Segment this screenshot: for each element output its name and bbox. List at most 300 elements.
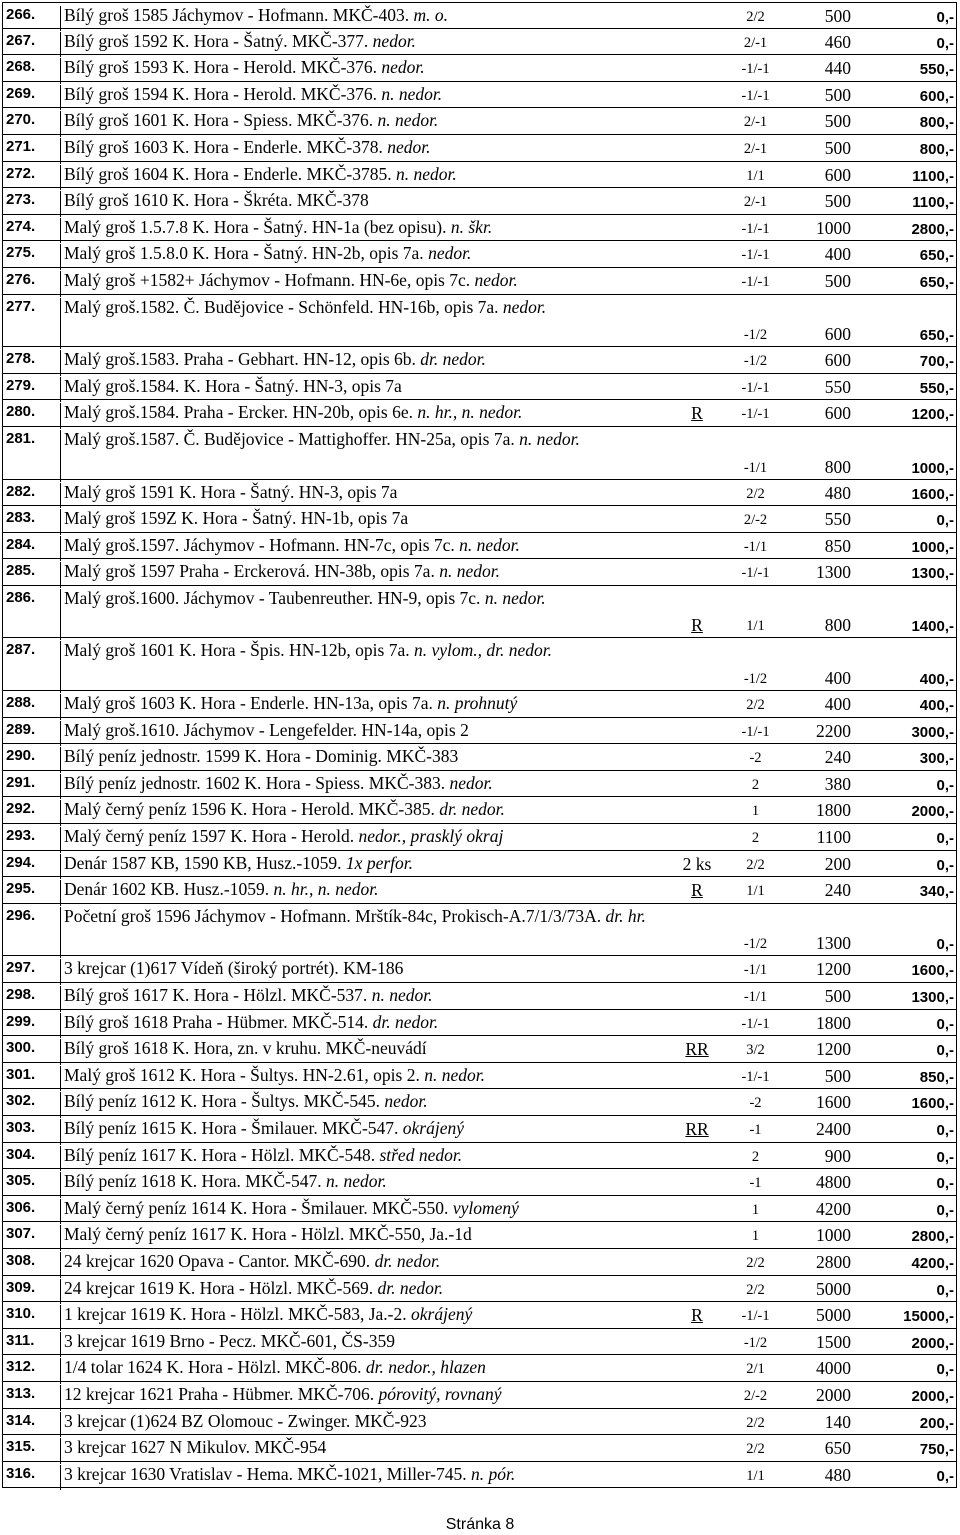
lot-rarity: R	[691, 615, 703, 636]
lot-final-price: 1600,-	[911, 485, 954, 503]
lot-starting-price: 1800	[816, 1012, 851, 1033]
lot-number: 297.	[3, 959, 61, 985]
lot-number: 273.	[3, 191, 61, 217]
lot-final-price: 1300,-	[911, 989, 954, 1006]
lot-starting-price: 2200	[816, 720, 851, 741]
lot-grade: -1/1	[743, 989, 768, 1005]
lot-row	[2, 82, 957, 109]
lot-final-price: 300,-	[919, 750, 954, 768]
lot-description-text: Bílý peníz 1617 K. Hora - Hölzl. MKČ-548.	[64, 1144, 376, 1165]
lot-row	[2, 55, 957, 82]
lot-description	[61, 745, 676, 767]
lot-grade: 1	[751, 1201, 760, 1218]
lot-grade: -1/2	[743, 1334, 768, 1351]
lot-grade: 1/1	[746, 167, 765, 184]
lot-row	[2, 877, 957, 904]
lot-description	[61, 269, 676, 291]
lot-description	[61, 296, 676, 318]
lot-grade: 2/2	[746, 1254, 765, 1271]
lot-number: 275.	[3, 244, 61, 270]
lot-description-text: Malý černý peníz 1614 K. Hora - Šmilauer. MKČ-550.	[64, 1197, 449, 1218]
lot-description-text: Bílý groš 1592 K. Hora - Šatný. MKČ-377.	[64, 30, 369, 51]
lot-description-text: Malý groš.1584. K. Hora - Šatný. HN-3, opis 7a	[64, 375, 402, 396]
lot-final-price: 2800,-	[911, 1228, 954, 1246]
lot-number: 288.	[3, 694, 61, 720]
lot-description-text: Malý groš +1582+ Jáchymov - Hofmann. HN-6e, opis 7c.	[64, 269, 471, 290]
lot-description	[61, 216, 676, 238]
lot-description	[61, 428, 676, 450]
lot-description	[61, 878, 676, 900]
lot-description	[61, 375, 676, 397]
lot-number: 287.	[3, 641, 61, 693]
lot-description	[61, 1250, 676, 1272]
lot-description-text: Bílý peníz 1618 K. Hora. MKČ-547.	[64, 1171, 322, 1192]
lot-row	[2, 1355, 957, 1382]
lot-grade: -1/2	[743, 327, 768, 344]
lot-description-text: 24 krejcar 1620 Opava - Cantor. MKČ-690.	[64, 1250, 371, 1271]
lot-starting-price: 600	[824, 324, 851, 345]
lot-starting-price: 5000	[816, 1278, 851, 1299]
lot-grade: 1/1	[746, 1467, 765, 1484]
lot-final-price: 4200,-	[911, 1254, 954, 1272]
lot-row	[2, 1089, 957, 1116]
lot-grade: -1/-1	[741, 61, 770, 78]
lot-final-price: 650,-	[919, 327, 954, 345]
lot-starting-price: 1100	[816, 827, 851, 848]
lot-starting-price: 500	[824, 111, 851, 132]
lot-starting-price: 4000	[816, 1358, 851, 1379]
lot-description	[61, 481, 676, 503]
lot-starting-price: 600	[824, 350, 851, 371]
lot-grade: -1/-1	[741, 247, 770, 264]
lot-starting-price: 240	[824, 747, 851, 768]
lot-number: 284.	[3, 536, 61, 562]
lot-condition-note: nedor.	[372, 30, 416, 51]
lot-grade: -1/2	[743, 353, 768, 370]
lot-starting-price: 500	[824, 84, 851, 105]
lot-number: 266.	[3, 6, 61, 31]
lot-final-price: 0,-	[936, 1015, 954, 1033]
lot-number: 276.	[3, 271, 61, 297]
lot-row	[2, 188, 957, 215]
lot-row	[2, 1329, 957, 1356]
lot-row	[2, 1196, 957, 1223]
lot-number: 282.	[3, 483, 61, 509]
lot-condition-note: dr. nedor.	[374, 1250, 441, 1271]
lot-final-price: 400,-	[919, 671, 954, 689]
lot-number: 286.	[3, 589, 61, 641]
lot-row	[2, 1010, 957, 1037]
lot-condition-note: nedor.	[384, 1091, 428, 1112]
lot-final-price: 650,-	[919, 247, 954, 265]
lot-description-text: Malý groš 1.5.7.8 K. Hora - Šatný. HN-1a (bez opisu).	[64, 216, 447, 237]
lot-grade: 2/2	[746, 1281, 765, 1298]
lot-condition-note: n. nedor.	[459, 534, 520, 555]
lot-number: 316.	[3, 1465, 61, 1491]
lot-number: 295.	[3, 880, 61, 906]
lot-grade: -1	[749, 1175, 762, 1192]
lot-number: 301.	[3, 1066, 61, 1092]
lot-number: 310.	[3, 1305, 61, 1331]
lot-number: 293.	[3, 827, 61, 853]
lot-final-price: 0,-	[936, 1175, 954, 1193]
lot-row	[2, 533, 957, 560]
lot-description-text: 1 krejcar 1619 K. Hora - Hölzl. MKČ-583, Ja.-2.	[64, 1304, 407, 1325]
lot-condition-note: n. nedor.	[371, 985, 433, 1005]
lot-starting-price: 1600	[816, 1092, 851, 1113]
lot-description	[61, 560, 676, 582]
lot-final-price: 0,-	[936, 1201, 954, 1219]
lot-starting-price: 380	[824, 773, 851, 794]
lot-description	[61, 1117, 676, 1139]
lot-grade: -1/-1	[741, 220, 770, 237]
lot-number: 314.	[3, 1412, 61, 1438]
lot-number: 294.	[3, 854, 61, 880]
lot-number: 272.	[3, 165, 61, 191]
lot-description	[61, 401, 676, 423]
lot-grade: 2/-2	[743, 1387, 768, 1404]
lot-condition-note: n. škr.	[450, 216, 493, 237]
lot-row	[2, 162, 957, 189]
lot-description-text: Bílý groš 1585 Jáchymov - Hofmann. MKČ-403.	[64, 5, 410, 25]
lot-row	[2, 374, 957, 401]
lot-starting-price: 5000	[816, 1305, 851, 1326]
lot-row	[2, 771, 957, 798]
lot-row	[2, 506, 957, 533]
lot-grade: 2	[751, 1148, 760, 1165]
lot-description	[61, 587, 676, 609]
lot-grade: 2/-1	[743, 140, 768, 157]
lot-grade: -1/-1	[741, 406, 770, 423]
lot-description-text: Bílý peníz 1612 K. Hora - Šultys. MKČ-545.	[64, 1091, 380, 1112]
lot-row	[2, 904, 957, 957]
lot-row	[2, 586, 957, 639]
lot-description	[61, 905, 676, 927]
lot-description	[61, 772, 676, 794]
lot-number: 311.	[3, 1332, 61, 1358]
lot-final-price: 0,-	[936, 1467, 954, 1485]
lot-description-text: Malý groš.1584. Praha - Ercker. HN-20b, opis 6e.	[64, 402, 413, 423]
lot-starting-price: 500	[824, 270, 851, 291]
lot-description	[61, 1383, 676, 1405]
lot-row	[2, 1063, 957, 1090]
lot-description	[61, 348, 676, 370]
lot-grade: 2/-1	[743, 34, 768, 51]
lot-starting-price: 480	[824, 1464, 851, 1485]
lot-condition-note: pórovitý, rovnaný	[378, 1383, 502, 1404]
lot-row	[2, 718, 957, 745]
lot-description	[61, 189, 676, 211]
lot-description	[61, 1197, 676, 1219]
lot-description-text: 3 krejcar 1619 Brno - Pecz. MKČ-601, ČS-359	[64, 1330, 395, 1351]
lot-row	[2, 1169, 957, 1196]
lot-starting-price: 600	[824, 403, 851, 424]
lot-grade: 2/-1	[743, 194, 768, 211]
lot-condition-note: nedor., prasklý okraj	[358, 826, 504, 847]
lot-starting-price: 2000	[816, 1384, 851, 1405]
lot-final-price: 0,-	[936, 830, 954, 848]
lot-description	[61, 1356, 676, 1378]
lot-condition-note: n. nedor.	[377, 110, 439, 131]
lot-final-price: 650,-	[919, 273, 954, 291]
lot-description	[61, 136, 676, 158]
lot-starting-price: 500	[824, 191, 851, 212]
lot-condition-note: n. nedor.	[439, 561, 500, 582]
lot-grade: -1/1	[743, 962, 768, 979]
lot-grade: -1	[749, 1121, 762, 1138]
lot-final-price: 600,-	[919, 87, 954, 105]
lot-condition-note: n. hr., n. nedor.	[273, 879, 379, 900]
lot-description	[61, 56, 676, 78]
lot-final-price: 2000,-	[911, 803, 954, 821]
lot-final-price: 200,-	[919, 1414, 954, 1432]
lot-grade: 1/1	[746, 618, 765, 635]
lot-row	[2, 1435, 957, 1462]
lot-final-price: 550,-	[919, 61, 954, 79]
lot-description	[61, 242, 676, 264]
lot-starting-price: 240	[824, 880, 851, 901]
lot-final-price: 0,-	[936, 1121, 954, 1139]
lot-final-price: 1200,-	[911, 406, 954, 424]
lot-condition-note: dr. nedor.	[372, 1011, 439, 1032]
lot-final-price: 2000,-	[911, 1334, 954, 1352]
lot-description-text: Bílý groš 1618 K. Hora, zn. v kruhu. MKČ-neuvádí	[64, 1038, 427, 1059]
lot-row	[2, 480, 957, 507]
lot-description-text: Denár 1587 KB, 1590 KB, Husz.-1059.	[64, 852, 342, 873]
lot-starting-price: 800	[824, 456, 851, 477]
lot-row	[2, 108, 957, 135]
lot-description	[61, 507, 676, 529]
lot-condition-note: n. pór.	[471, 1463, 516, 1484]
lot-final-price: 0,-	[936, 856, 954, 874]
lot-description	[61, 639, 676, 661]
lot-number: 296.	[3, 907, 61, 959]
lot-starting-price: 1500	[816, 1331, 851, 1352]
lot-grade: 2/-1	[743, 114, 768, 131]
lot-description	[61, 984, 676, 1006]
lot-starting-price: 440	[824, 58, 851, 79]
lot-final-price: 1000,-	[911, 538, 954, 556]
lot-condition-note: vylomený	[452, 1197, 519, 1218]
lot-starting-price: 850	[824, 535, 851, 556]
lot-description-text: Malý groš.1597. Jáchymov - Hofmann. HN-7c, opis 7c.	[64, 534, 455, 555]
lot-number: 283.	[3, 509, 61, 535]
lot-condition-note: n. vylom., dr. nedor.	[413, 640, 553, 661]
lot-description-text: Malý groš.1610. Jáchymov - Lengefelder. HN-14a, opis 2	[64, 719, 469, 740]
lot-grade: -1/-1	[741, 87, 770, 104]
lot-starting-price: 2400	[816, 1118, 851, 1139]
lot-final-price: 0,-	[936, 1361, 954, 1379]
lot-number: 281.	[3, 430, 61, 482]
lot-final-price: 0,-	[936, 512, 954, 530]
lot-condition-note: 1x perfor.	[345, 852, 413, 873]
lot-final-price: 800,-	[919, 140, 954, 158]
lot-final-price: 15000,-	[903, 1308, 954, 1326]
lot-row	[2, 1302, 957, 1329]
lot-number: 271.	[3, 138, 61, 164]
lot-number: 313.	[3, 1385, 61, 1411]
lot-description-text: 1/4 tolar 1624 K. Hora - Hölzl. MKČ-806.	[64, 1357, 362, 1378]
lot-number: 279.	[3, 377, 61, 403]
lot-final-price: 0,-	[936, 936, 954, 954]
lot-starting-price: 400	[824, 668, 851, 689]
lot-condition-note: dr. nedor.	[439, 799, 505, 820]
lot-grade: 2/-2	[743, 512, 768, 529]
lot-rarity: R	[691, 1305, 703, 1326]
lot-final-price: 0,-	[936, 1281, 954, 1299]
lot-description	[61, 1144, 676, 1166]
lot-condition-note: n. nedor.	[395, 163, 457, 184]
lot-table	[2, 2, 957, 1488]
lot-row	[2, 29, 957, 56]
lot-description	[61, 1303, 676, 1325]
lot-row	[2, 1249, 957, 1276]
lot-number: 269.	[3, 85, 61, 111]
lot-condition-note: n. nedor.	[381, 83, 443, 104]
lot-description-text: Početní groš 1596 Jáchymov - Hofmann. Mrštík-84c, Prokisch-A.7/1/3/73A.	[64, 905, 602, 926]
lot-final-price: 1100,-	[912, 167, 954, 185]
lot-condition-note: n. nedor.	[326, 1171, 387, 1192]
lot-starting-price: 500	[824, 6, 851, 26]
lot-grade: -1/-1	[741, 1015, 770, 1032]
lot-description-text: 3 krejcar 1627 N Mikulov. MKČ-954	[64, 1437, 327, 1458]
lot-final-price: 0,-	[936, 776, 954, 794]
lot-description-text: Denár 1602 KB. Husz.-1059.	[64, 879, 270, 900]
lot-row	[2, 241, 957, 268]
lot-final-price: 700,-	[919, 353, 954, 371]
lot-description	[61, 1170, 676, 1192]
lot-description-text: Malý groš 1612 K. Hora - Šultys. HN-2.61, opis 2.	[64, 1064, 420, 1085]
lot-starting-price: 1200	[816, 959, 851, 980]
lot-number: 308.	[3, 1252, 61, 1278]
lot-row	[2, 1462, 957, 1489]
lot-number: 302.	[3, 1092, 61, 1118]
lot-number: 306.	[3, 1199, 61, 1225]
lot-starting-price: 1000	[816, 217, 851, 238]
lot-grade: 1/1	[746, 883, 765, 900]
lot-description-text: Bílý groš 1593 K. Hora - Herold. MKČ-376.	[64, 57, 378, 78]
lot-description-text: Malý černý peníz 1597 K. Hora - Herold.	[64, 826, 355, 847]
lot-final-price: 2800,-	[911, 220, 954, 238]
lot-condition-note: m. o.	[413, 5, 449, 25]
lot-row	[2, 295, 957, 348]
lot-row	[2, 400, 957, 427]
lot-grade: -1/-1	[741, 273, 770, 290]
lot-description-text: Bílý peníz jednostr. 1602 K. Hora - Spiess. MKČ-383.	[64, 772, 446, 793]
lot-condition-note: nedor.	[381, 57, 425, 78]
lot-condition-note: nedor.	[428, 243, 472, 264]
lot-final-price: 0,-	[936, 1148, 954, 1166]
lot-grade: -1/-1	[741, 565, 770, 582]
lot-row	[2, 797, 957, 824]
lot-grade: 3/2	[746, 1042, 765, 1059]
lot-description-text: Malý groš 1603 K. Hora - Enderle. HN-13a, opis 7a.	[64, 693, 433, 714]
lot-description	[61, 1064, 676, 1086]
lot-description	[61, 957, 676, 979]
lot-description-text: Malý groš 1597 Praha - Erckerová. HN-38b, opis 7a.	[64, 561, 435, 582]
lot-grade: -1/1	[743, 459, 768, 476]
lot-condition-note: n. nedor.	[424, 1064, 485, 1085]
lot-number: 303.	[3, 1119, 61, 1145]
lot-grade: -1/1	[743, 538, 768, 555]
lot-number: 300.	[3, 1039, 61, 1065]
lot-description-text: Malý groš 1.5.8.0 K. Hora - Šatný. HN-2b, opis 7a.	[64, 243, 424, 264]
lot-condition-note: dr. hr.	[605, 905, 646, 926]
lot-description-text: Malý groš 1591 K. Hora - Šatný. HN-3, opis 7a	[64, 481, 398, 502]
lot-starting-price: 900	[824, 1145, 851, 1166]
lot-description-text: 3 krejcar (1)624 BZ Olomouc - Zwinger. MKČ-923	[64, 1410, 427, 1431]
lot-rarity: RR	[685, 1039, 709, 1060]
page-footer: Stránka 8	[445, 1516, 515, 1533]
lot-grade: 2	[751, 776, 760, 793]
lot-description-text: Bílý groš 1610 K. Hora - Škréta. MKČ-378	[64, 190, 369, 211]
lot-final-price: 0,-	[936, 34, 954, 52]
lot-row	[2, 1409, 957, 1436]
lot-number: 305.	[3, 1172, 61, 1198]
lot-grade: -1/-1	[741, 379, 770, 396]
lot-description	[61, 109, 676, 131]
lot-final-price: 340,-	[919, 883, 954, 901]
lot-row	[2, 1036, 957, 1063]
lot-description	[61, 4, 676, 26]
lot-starting-price: 550	[824, 509, 851, 530]
lot-grade: 2/1	[746, 1361, 765, 1378]
lot-description	[61, 1223, 676, 1245]
lot-condition-note: n. nedor.	[519, 428, 580, 449]
lot-starting-price: 1200	[816, 1039, 851, 1060]
lot-starting-price: 400	[824, 694, 851, 715]
lot-final-price: 3000,-	[911, 723, 954, 741]
lot-grade: 2/2	[746, 1441, 765, 1458]
lot-grade: 2/2	[746, 697, 765, 714]
lot-row	[2, 135, 957, 162]
lot-final-price: 1000,-	[911, 459, 954, 477]
lot-condition-note: dr. nedor., hlazen	[365, 1357, 486, 1378]
lot-number: 289.	[3, 721, 61, 747]
lot-description	[61, 719, 676, 741]
lot-rarity: 2 ks	[682, 853, 712, 874]
lot-condition-note: dr. nedor.	[420, 349, 486, 370]
lot-description-text: Malý groš 159Z K. Hora - Šatný. HN-1b, opis 7a	[64, 508, 409, 529]
lot-starting-price: 1800	[816, 800, 851, 821]
lot-description	[61, 1277, 676, 1299]
lot-starting-price: 800	[824, 615, 851, 636]
lot-description-text: 3 krejcar 1630 Vratislav - Hema. MKČ-1021, Miller-745.	[64, 1463, 467, 1484]
lot-rarity: RR	[685, 1118, 709, 1139]
lot-grade: -1/2	[743, 936, 768, 953]
lot-row	[2, 1276, 957, 1303]
lot-number: 270.	[3, 111, 61, 137]
lot-final-price: 0,-	[936, 9, 954, 26]
lot-description	[61, 1011, 676, 1033]
lot-starting-price: 200	[824, 853, 851, 874]
lot-description	[61, 852, 676, 874]
lot-condition-note: okrájený	[402, 1117, 465, 1138]
lot-description	[61, 1463, 676, 1485]
lot-number: 312.	[3, 1358, 61, 1384]
lot-description	[61, 1330, 676, 1352]
lot-description-text: Malý černý peníz 1617 K. Hora - Hölzl. MKČ-550, Ja.-1d	[64, 1224, 472, 1245]
lot-description	[61, 163, 676, 185]
lot-row	[2, 1143, 957, 1170]
lot-row	[2, 1382, 957, 1409]
lot-final-price: 1600,-	[911, 962, 954, 980]
lot-grade: -1/-1	[741, 1068, 770, 1085]
lot-description	[61, 825, 676, 847]
lot-starting-price: 140	[824, 1411, 851, 1432]
lot-row	[2, 824, 957, 851]
lot-condition-note: nedor.	[449, 772, 493, 793]
